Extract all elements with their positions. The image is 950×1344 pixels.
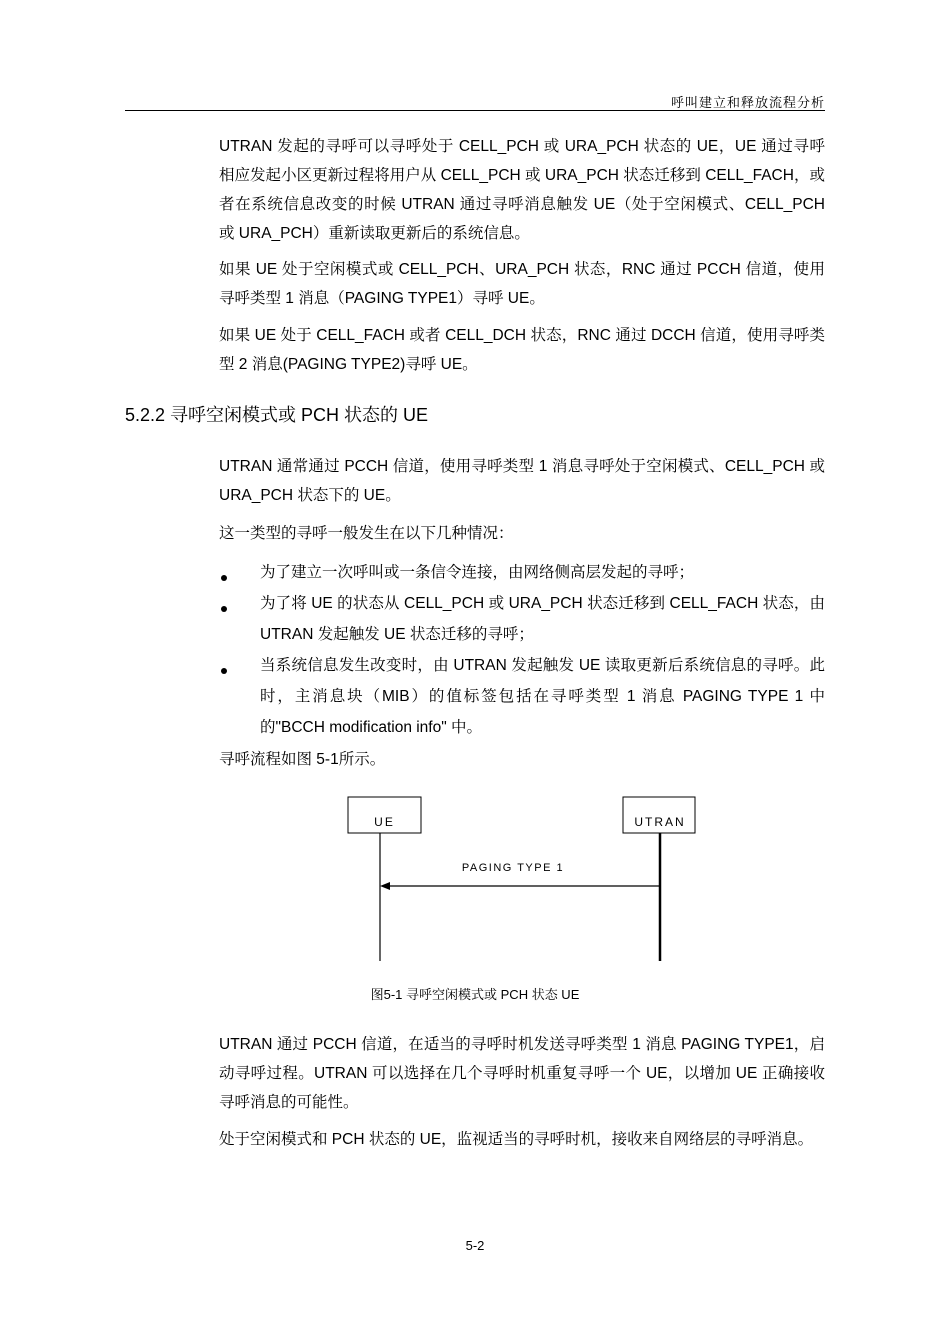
paragraph-ue-monitoring: 处于空闲模式和 PCH 状态的 UE，监视适当的寻呼时机，接收来自网络层的寻呼消息。 bbox=[219, 1131, 814, 1148]
running-header-title: 呼叫建立和释放流程分析 bbox=[670, 95, 825, 110]
bullet-icon bbox=[221, 668, 227, 674]
paragraph-paging-type2: 如果 UE 处于 CELL_FACH 或者 CELL_DCH 状态，RNC 通过 DCCH 信道，使用寻呼类型 2 消息(PAGING TYPE2)寻呼 UE。 bbox=[219, 327, 825, 373]
paging-sequence-diagram bbox=[0, 790, 950, 970]
bullet-text: 当系统信息发生改变时，由 UTRAN 发起触发 UE 读取更新后系统信息的寻呼。此时，主消息块（MIB）的值标签包括在寻呼类型 1 消息 PAGING TYPE 1 中的"BCCH modification info" 中。 bbox=[260, 657, 825, 736]
figure-caption: 图5-1 寻呼空闲模式或 PCH 状态 UE bbox=[370, 987, 580, 1002]
bullet-text: 为了建立一次呼叫或一条信令连接，由网络侧高层发起的寻呼； bbox=[260, 564, 695, 581]
utran-entity-label: UTRAN bbox=[634, 815, 686, 829]
paragraph-paging-procedure: UTRAN 通过 PCCH 信道，在适当的寻呼时机发送寻呼类型 1 消息 PAGING TYPE1，启动寻呼过程。UTRAN 可以选择在几个寻呼时机重复寻呼一个 UE，以增加 UE 正确接收寻呼消息的可能性。 bbox=[219, 1036, 825, 1111]
section-intro-paragraph: UTRAN 通常通过 PCCH 信道，使用寻呼类型 1 消息寻呼处于空闲模式、CELL_PCH 或 URA_PCH 状态下的 UE。 bbox=[219, 458, 825, 504]
ue-entity-label: UE bbox=[374, 815, 395, 829]
page-number: 5-2 bbox=[465, 1238, 485, 1253]
section-heading-5-2-2: 5.2.2 寻呼空闲模式或 PCH 状态的 UE bbox=[125, 405, 429, 425]
figure-reference-paragraph: 寻呼流程如图 5-1所示。 bbox=[219, 751, 386, 768]
arrowhead-icon bbox=[380, 882, 390, 890]
intro-paragraph-utran-paging: UTRAN 发起的寻呼可以寻呼处于 CELL_PCH 或 URA_PCH 状态的 UE，UE 通过寻呼相应发起小区更新过程将用户从 CELL_PCH 或 URA_PCH 状态迁移到 CELL_FACH，或者在系统信息改变的时候 UTRAN 通过寻呼消息触发 UE（处于空闲模式、CELL_PCH 或 URA_PCH）重新读取更新后的系统信息。 bbox=[219, 138, 825, 242]
paging-cases-intro: 这一类型的寻呼一般发生在以下几种情况： bbox=[219, 525, 514, 542]
bullet-icon bbox=[221, 575, 227, 581]
bullet-icon bbox=[221, 606, 227, 612]
bullet-text: 为了将 UE 的状态从 CELL_PCH 或 URA_PCH 状态迁移到 CELL_FACH 状态，由 UTRAN 发起触发 UE 状态迁移的寻呼； bbox=[260, 595, 825, 643]
header-divider bbox=[125, 110, 825, 111]
paragraph-paging-type1: 如果 UE 处于空闲模式或 CELL_PCH、URA_PCH 状态，RNC 通过 PCCH 信道，使用寻呼类型 1 消息（PAGING TYPE1）寻呼 UE。 bbox=[219, 261, 825, 307]
paging-message-label: PAGING TYPE 1 bbox=[461, 862, 565, 874]
